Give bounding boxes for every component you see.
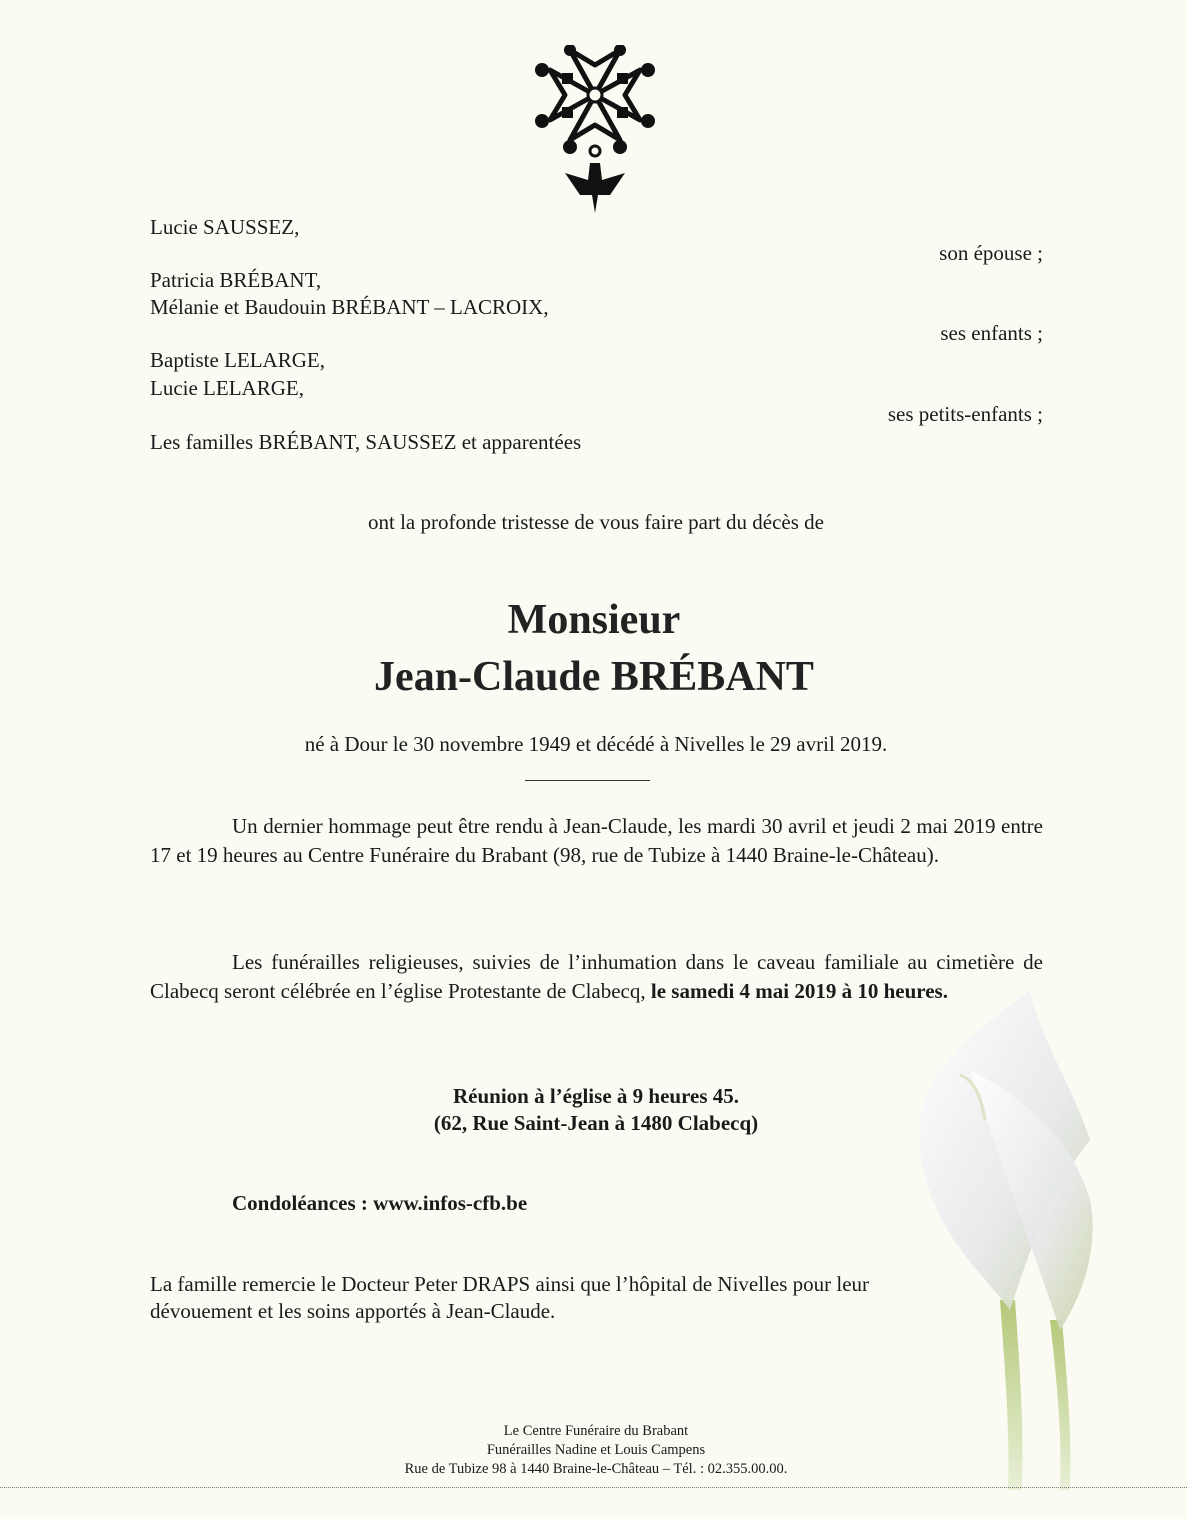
thanks-line: La famille remercie le Docteur Peter DRAPS ainsi que l’hôpital de Nivelles pour leur — [150, 1272, 870, 1296]
footer-dotted-line — [0, 1487, 1187, 1488]
footer-subtitle: Funérailles Nadine et Louis Campens — [486, 1442, 706, 1458]
announcement: ont la profonde tristesse de vous faire part du décès de — [367, 510, 824, 534]
funeral-date: le samedi 4 mai 2019 à 10 heures. — [650, 978, 948, 1003]
visitation-paragraph: Un dernier hommage peut être rendu à Jean-Claude, les mardi 30 avril et jeudi 2 mai 2019 entre 17 et 19 heures au Centre Funéraire du Brabant (98, rue de Tubize à 1440 Braine-le-Château). — [150, 814, 1043, 867]
family-grandchildren-relation: ses petits-enfants ; — [887, 402, 1043, 426]
divider — [525, 780, 650, 781]
family-spouse-relation: son épouse ; — [939, 241, 1043, 265]
calla-lily-image — [890, 990, 1150, 1490]
family-grandchild-name: Baptiste LELARGE, — [150, 348, 325, 372]
church-address: (62, Rue Saint-Jean à 1480 Clabecq) — [433, 1111, 759, 1135]
family-children-relation: ses enfants ; — [940, 321, 1043, 345]
footer-company: Le Centre Funéraire du Brabant — [503, 1423, 689, 1439]
deceased-name: Jean-Claude BRÉBANT — [374, 654, 814, 700]
family-extended: Les familles BRÉBANT, SAUSSEZ et apparentées — [150, 430, 582, 454]
footer-address: Rue de Tubize 98 à 1440 Braine-le-Château – Tél. : 02.355.00.00. — [404, 1461, 788, 1477]
birth-death-dates: né à Dour le 30 novembre 1949 et décédé à Nivelles le 29 avril 2019. — [304, 732, 888, 756]
family-child-name: Patricia BRÉBANT, — [150, 268, 322, 292]
family-child-name: Mélanie et Baudouin BRÉBANT – LACROIX, — [150, 295, 549, 319]
church-meeting-time: Réunion à l’église à 9 heures 45. — [452, 1084, 740, 1108]
deceased-title: Monsieur — [507, 597, 681, 643]
family-spouse-name: Lucie SAUSSEZ, — [150, 215, 300, 239]
condolences-link[interactable]: Condoléances : www.infos-cfb.be — [232, 1191, 528, 1215]
huguenot-cross-icon — [530, 45, 660, 215]
thanks-line: dévouement et les soins apportés à Jean-Claude. — [150, 1299, 556, 1323]
family-grandchild-name: Lucie LELARGE, — [150, 376, 304, 400]
funeral-text: Les funérailles religieuses, suivies de l’inhumation dans le caveau familiale au cimetière de Clabecq seront célébrée en l’église Protestante de Clabecq, — [150, 950, 1043, 1003]
